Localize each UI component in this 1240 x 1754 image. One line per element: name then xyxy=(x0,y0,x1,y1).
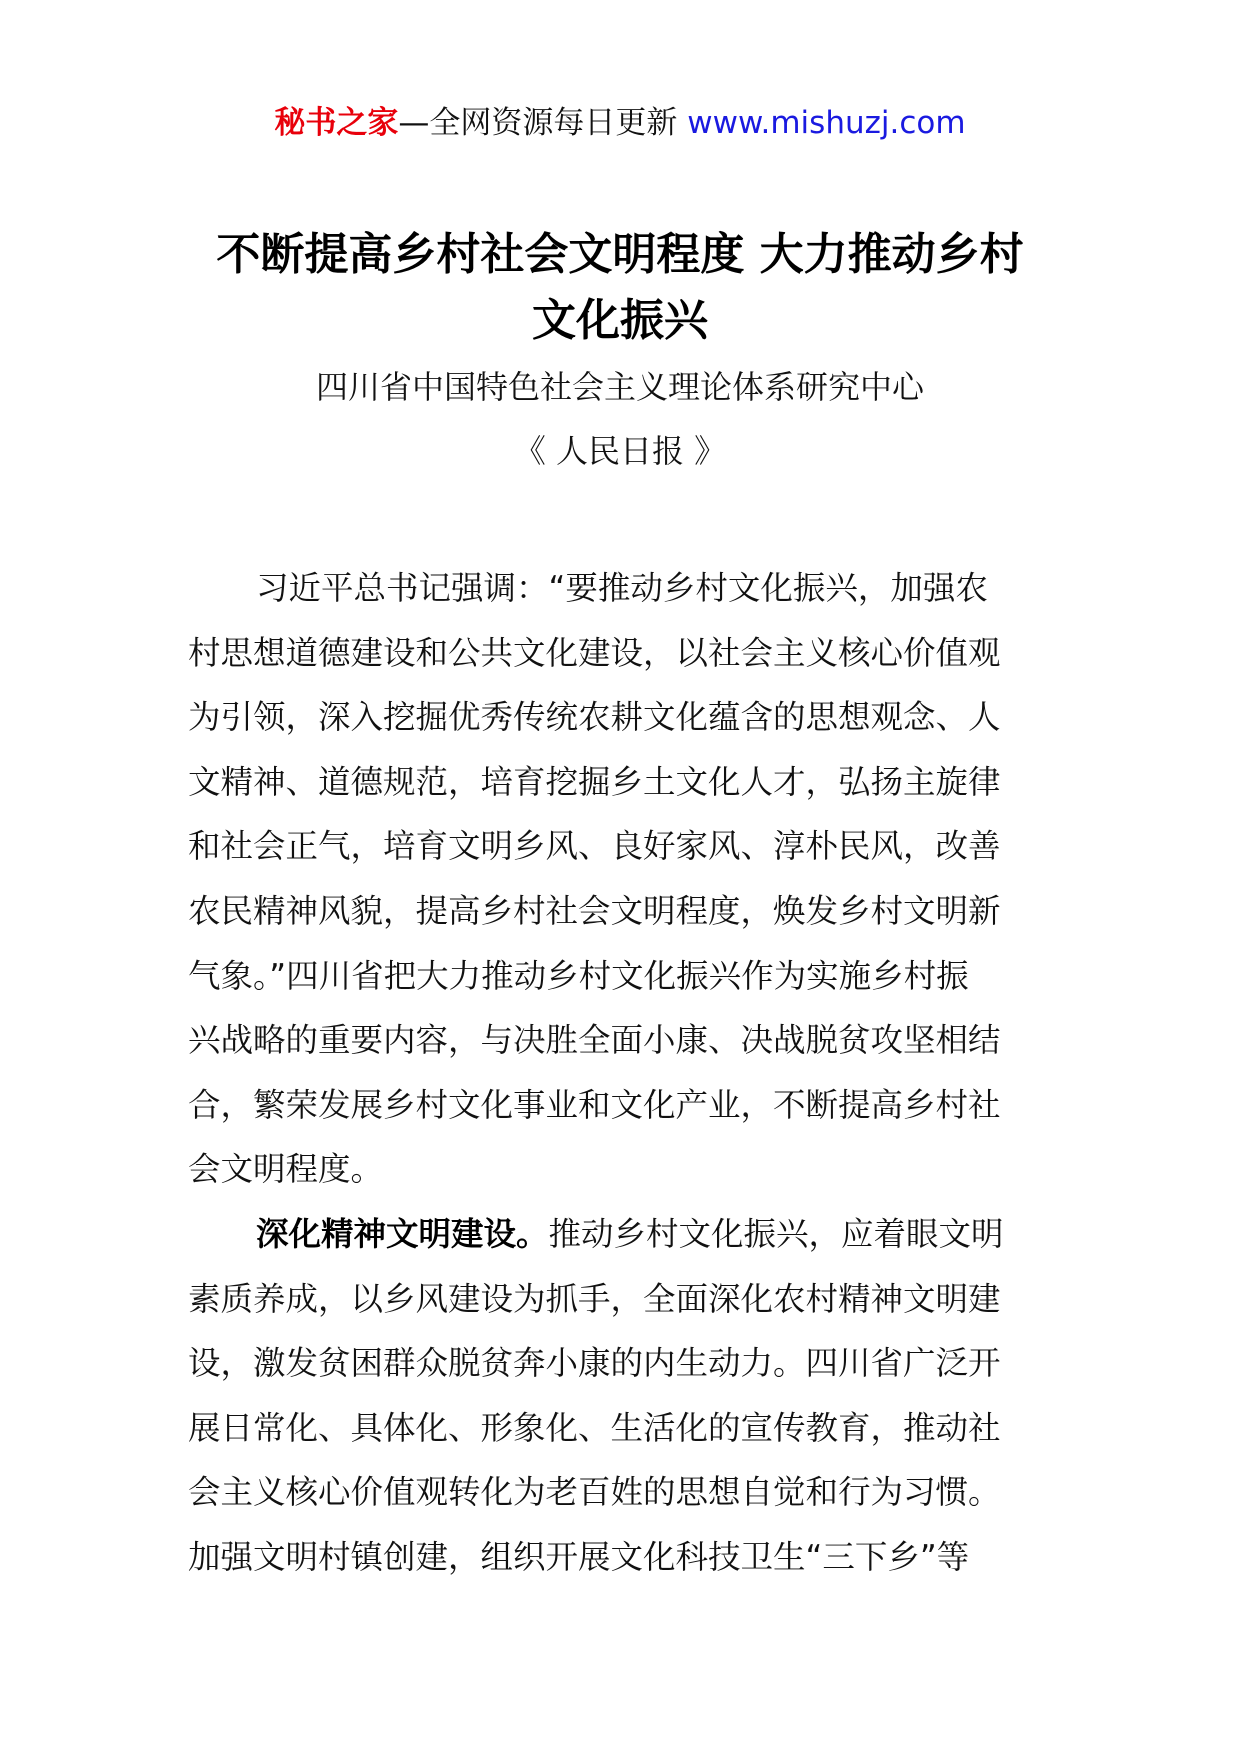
paragraph-line: 会主义核心价值观转化为老百姓的思想自觉和行为习惯。 xyxy=(188,1473,1001,1512)
article-source: 《 人民日报 》 xyxy=(513,432,727,470)
title-line: 不断提高乡村社会文明程度 大力推动乡村 xyxy=(216,229,1024,280)
paragraph-line: 展日常化、具体化、形象化、生活化的宣传教育，推动社 xyxy=(188,1408,1001,1447)
paragraph-line: 设，激发贫困群众脱贫奔小康的内生动力。四川省广泛开 xyxy=(188,1344,1001,1383)
article-author: 四川省中国特色社会主义理论体系研究中心 xyxy=(315,368,924,406)
banner-tagline: —全网资源每日更新 xyxy=(398,105,678,141)
paragraph-line: 加强文明村镇创建，组织开展文化科技卫生“三下乡”等 xyxy=(188,1537,970,1576)
paragraph-line: 为引领，深入挖掘优秀传统农耕文化蕴含的思想观念、人 xyxy=(188,698,1001,737)
article-title xyxy=(180,222,1060,354)
title-line: 文化振兴 xyxy=(532,295,708,346)
paragraph-line: 素质养成，以乡风建设为抓手，全面深化农村精神文明建 xyxy=(188,1279,1001,1318)
paragraph-line: 气象。”四川省把大力推动乡村文化振兴作为实施乡村振 xyxy=(188,956,969,995)
paragraph-line: 农民精神风貌，提高乡村社会文明程度，焕发乡村文明新 xyxy=(188,891,1001,930)
paragraph-line: 村思想道德建设和公共文化建设，以社会主义核心价值观 xyxy=(188,633,1001,672)
site-banner xyxy=(0,100,1240,146)
paragraph-line: 会文明程度。 xyxy=(188,1150,384,1189)
paragraph-line: 合，繁荣发展乡村文化事业和文化产业，不断提高乡村社 xyxy=(188,1085,1001,1124)
article-body xyxy=(188,556,1058,1590)
paragraph-line: 习近平总书记强调：“要推动乡村文化振兴，加强农 xyxy=(256,569,988,607)
paragraph-line: 兴战略的重要内容，与决胜全面小康、决战脱贫攻坚相结 xyxy=(188,1021,1001,1060)
site-url[interactable]: www.mishuzj.com xyxy=(687,105,966,141)
section-heading: 深化精神文明建设。 xyxy=(256,1214,549,1253)
paragraph-text: 推动乡村文化振兴，应着眼文明 xyxy=(548,1214,1004,1253)
paragraph-line xyxy=(188,1202,1058,1267)
paragraph-line: 和社会正气，培育文明乡风、良好家风、淳朴民风，改善 xyxy=(188,827,1001,866)
brand-name: 秘书之家 xyxy=(274,105,399,141)
paragraph-line: 文精神、道德规范，培育挖掘乡土文化人才，弘扬主旋律 xyxy=(188,762,1001,801)
